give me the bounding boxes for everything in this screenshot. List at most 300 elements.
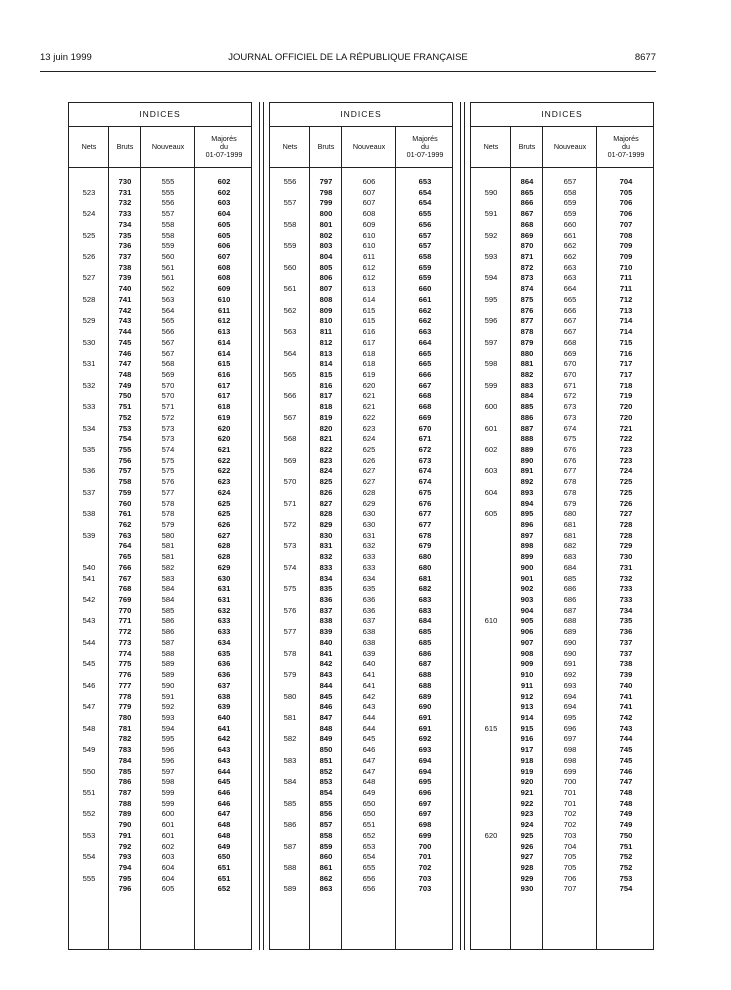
majores-cell: 731 <box>619 562 633 572</box>
bruts-cell: 895 <box>520 509 534 519</box>
header-nets: Nets <box>282 142 298 151</box>
nouveaux-cell: 571 <box>161 402 175 412</box>
majores-cell: 636 <box>217 670 231 680</box>
nets-cell: 533 <box>82 402 96 412</box>
bruts-cell: 767 <box>118 573 132 583</box>
bruts-cell: 903 <box>520 595 534 605</box>
bruts-cell: 821 <box>319 434 333 444</box>
nouveaux-cell: 598 <box>161 777 175 787</box>
majores-cell: 631 <box>217 584 231 594</box>
bruts-cell: 849 <box>319 734 333 744</box>
nouveaux-cell: 639 <box>362 648 376 658</box>
nets-cell: 548 <box>82 723 96 733</box>
bruts-cell: 813 <box>319 348 333 358</box>
bruts-cell: 886 <box>520 412 534 422</box>
majores-cell: 677 <box>418 509 432 519</box>
nets-cell: 525 <box>82 230 96 240</box>
table-row <box>471 670 653 681</box>
nets-cell: 573 <box>283 541 297 551</box>
bruts-cell: 824 <box>319 466 333 476</box>
nouveaux-cell: 564 <box>161 305 175 315</box>
header-nouveaux: Nouveaux <box>151 142 185 151</box>
nets-cell: 600 <box>484 402 498 412</box>
bruts-cell: 750 <box>118 391 132 401</box>
table-row <box>270 777 452 788</box>
nouveaux-cell: 602 <box>161 841 175 851</box>
bruts-cell: 742 <box>118 305 132 315</box>
bruts-cell: 860 <box>319 852 333 862</box>
majores-cell: 659 <box>418 262 432 272</box>
nets-cell: 530 <box>82 337 96 347</box>
bruts-cell: 850 <box>319 745 333 755</box>
bruts-cell: 848 <box>319 723 333 733</box>
bruts-cell: 739 <box>118 273 132 283</box>
majores-cell: 674 <box>418 466 432 476</box>
nouveaux-cell: 577 <box>161 487 175 497</box>
nets-cell: 585 <box>283 798 297 808</box>
nouveaux-cell: 558 <box>161 219 175 229</box>
majores-cell: 654 <box>418 198 432 208</box>
majores-cell: 750 <box>619 830 633 840</box>
majores-cell: 602 <box>217 187 231 197</box>
nouveaux-cell: 676 <box>563 444 577 454</box>
header-majores: Majorés du 01-07-1999 <box>607 134 645 159</box>
nouveaux-cell: 706 <box>563 873 577 883</box>
nets-cell: 550 <box>82 766 96 776</box>
bruts-cell: 898 <box>520 541 534 551</box>
majores-cell: 642 <box>217 734 231 744</box>
majores-cell: 614 <box>217 337 231 347</box>
table-row <box>270 852 452 863</box>
nouveaux-cell: 616 <box>362 327 376 337</box>
bruts-cell: 830 <box>319 530 333 540</box>
majores-cell: 688 <box>418 680 432 690</box>
table-row <box>270 563 452 574</box>
nouveaux-cell: 599 <box>161 798 175 808</box>
column-separator <box>460 102 461 950</box>
nets-cell: 557 <box>283 198 297 208</box>
nouveaux-cell: 575 <box>161 466 175 476</box>
majores-cell: 607 <box>217 252 231 262</box>
nouveaux-cell: 567 <box>161 348 175 358</box>
majores-cell: 671 <box>418 434 432 444</box>
majores-cell: 613 <box>217 327 231 337</box>
bruts-cell: 906 <box>520 627 534 637</box>
table-row <box>471 424 653 435</box>
table-row <box>69 520 251 531</box>
nouveaux-cell: 597 <box>161 766 175 776</box>
nets-cell: 604 <box>484 487 498 497</box>
nouveaux-cell: 622 <box>362 412 376 422</box>
majores-cell: 619 <box>217 412 231 422</box>
nouveaux-cell: 555 <box>161 187 175 197</box>
bruts-cell: 918 <box>520 755 534 765</box>
bruts-cell: 796 <box>118 884 132 894</box>
nouveaux-cell: 566 <box>161 327 175 337</box>
table-row <box>270 327 452 338</box>
nouveaux-cell: 649 <box>362 787 376 797</box>
table-row <box>270 638 452 649</box>
bruts-cell: 785 <box>118 766 132 776</box>
majores-cell: 670 <box>418 423 432 433</box>
table-row <box>270 241 452 252</box>
majores-cell: 618 <box>217 402 231 412</box>
nouveaux-cell: 636 <box>362 605 376 615</box>
table-row <box>471 820 653 831</box>
nets-cell: 563 <box>283 327 297 337</box>
nouveaux-cell: 559 <box>161 241 175 251</box>
majores-cell: 646 <box>217 798 231 808</box>
table-row <box>471 488 653 499</box>
bruts-cell: 912 <box>520 691 534 701</box>
nouveaux-cell: 604 <box>161 873 175 883</box>
majores-cell: 604 <box>217 209 231 219</box>
majores-cell: 704 <box>619 177 633 186</box>
nouveaux-cell: 628 <box>362 487 376 497</box>
majores-cell: 720 <box>619 412 633 422</box>
majores-cell: 651 <box>217 873 231 883</box>
table-row <box>270 445 452 456</box>
table-row <box>69 402 251 413</box>
bruts-cell: 735 <box>118 230 132 240</box>
bruts-cell: 843 <box>319 670 333 680</box>
table-row <box>270 863 452 874</box>
table-row <box>69 284 251 295</box>
nouveaux-cell: 656 <box>362 873 376 883</box>
nets-cell: 539 <box>82 530 96 540</box>
table-row <box>270 713 452 724</box>
table-row <box>471 799 653 810</box>
bruts-cell: 880 <box>520 348 534 358</box>
table-row <box>69 809 251 820</box>
table-row <box>471 627 653 638</box>
bruts-cell: 904 <box>520 605 534 615</box>
table-row <box>69 713 251 724</box>
table-row <box>471 381 653 392</box>
majores-cell: 746 <box>619 766 633 776</box>
bruts-cell: 872 <box>520 262 534 272</box>
table-row <box>69 306 251 317</box>
table-row <box>471 713 653 724</box>
nouveaux-cell: 643 <box>362 702 376 712</box>
majores-cell: 723 <box>619 455 633 465</box>
bruts-cell: 782 <box>118 734 132 744</box>
table-row <box>471 574 653 585</box>
majores-cell: 728 <box>619 520 633 529</box>
journal-title: JOURNAL OFFICIEL DE LA RÉPUBLIQUE FRANÇAISE <box>228 52 468 63</box>
majores-cell: 634 <box>217 637 231 647</box>
nets-cell: 590 <box>484 187 498 197</box>
table-row <box>471 338 653 349</box>
majores-cell: 711 <box>619 273 633 283</box>
bruts-cell: 863 <box>319 884 333 894</box>
nouveaux-cell: 594 <box>161 723 175 733</box>
table-row <box>69 434 251 445</box>
table-row <box>69 852 251 863</box>
bruts-cell: 853 <box>319 777 333 787</box>
bruts-cell: 873 <box>520 273 534 283</box>
table-row <box>69 381 251 392</box>
table-row <box>471 681 653 692</box>
bruts-cell: 786 <box>118 777 132 787</box>
nets-cell: 538 <box>82 509 96 519</box>
bruts-cell: 929 <box>520 873 534 883</box>
bruts-cell: 864 <box>520 177 534 186</box>
nouveaux-cell: 693 <box>563 680 577 690</box>
nets-cell: 552 <box>82 809 96 819</box>
majores-cell: 672 <box>418 444 432 454</box>
nouveaux-cell: 633 <box>362 552 376 562</box>
nouveaux-cell: 703 <box>563 830 577 840</box>
nouveaux-cell: 662 <box>563 241 577 251</box>
nets-cell: 610 <box>484 616 498 626</box>
column-headers <box>471 127 653 168</box>
bruts-cell: 741 <box>118 294 132 304</box>
bruts-cell: 743 <box>118 316 132 326</box>
nets-cell: 547 <box>82 702 96 712</box>
bruts-cell: 817 <box>319 391 333 401</box>
bruts-cell: 819 <box>319 412 333 422</box>
bruts-cell: 856 <box>319 809 333 819</box>
table-row <box>270 649 452 660</box>
table-row <box>270 670 452 681</box>
column-separator <box>464 102 465 950</box>
majores-cell: 679 <box>418 541 432 551</box>
bruts-cell: 859 <box>319 841 333 851</box>
nouveaux-cell: 562 <box>161 284 175 294</box>
majores-cell: 747 <box>619 777 633 787</box>
indices-table <box>269 102 453 950</box>
nouveaux-cell: 646 <box>362 745 376 755</box>
bruts-cell: 896 <box>520 520 534 529</box>
majores-cell: 620 <box>217 423 231 433</box>
nets-cell: 529 <box>82 316 96 326</box>
table-row <box>69 842 251 853</box>
nets-cell: 576 <box>283 605 297 615</box>
table-row <box>471 316 653 327</box>
bruts-cell: 862 <box>319 873 333 883</box>
nouveaux-cell: 704 <box>563 841 577 851</box>
nouveaux-cell: 651 <box>362 820 376 830</box>
table-row <box>270 520 452 531</box>
bruts-cell: 798 <box>319 187 333 197</box>
table-row <box>471 306 653 317</box>
majores-cell: 632 <box>217 605 231 615</box>
majores-cell: 754 <box>619 884 633 894</box>
nouveaux-cell: 587 <box>161 637 175 647</box>
majores-cell: 652 <box>217 884 231 894</box>
bruts-cell: 794 <box>118 863 132 872</box>
nouveaux-cell: 644 <box>362 723 376 733</box>
majores-cell: 603 <box>217 198 231 208</box>
bruts-cell: 882 <box>520 369 534 379</box>
nouveaux-cell: 645 <box>362 734 376 744</box>
table-row <box>69 563 251 574</box>
bruts-cell: 889 <box>520 444 534 454</box>
bruts-cell: 927 <box>520 852 534 862</box>
nouveaux-cell: 681 <box>563 520 577 529</box>
majores-cell: 622 <box>217 466 231 476</box>
bruts-cell: 769 <box>118 595 132 605</box>
nouveaux-cell: 609 <box>362 219 376 229</box>
majores-cell: 745 <box>619 755 633 765</box>
table-row <box>471 756 653 767</box>
bruts-cell: 781 <box>118 723 132 733</box>
nets-cell: 524 <box>82 209 96 219</box>
table-row <box>471 874 653 885</box>
nouveaux-cell: 621 <box>362 391 376 401</box>
nets-cell: 541 <box>82 573 96 583</box>
table-row <box>270 616 452 627</box>
nouveaux-cell: 611 <box>362 252 376 262</box>
majores-cell: 703 <box>418 873 432 883</box>
majores-cell: 748 <box>619 798 633 808</box>
majores-cell: 697 <box>418 809 432 819</box>
nets-cell: 543 <box>82 616 96 626</box>
nouveaux-cell: 691 <box>563 659 577 669</box>
table-row <box>69 595 251 606</box>
table-row <box>69 370 251 381</box>
bruts-cell: 788 <box>118 798 132 808</box>
nouveaux-cell: 580 <box>161 530 175 540</box>
table-row <box>69 413 251 424</box>
table-row <box>69 788 251 799</box>
table-row <box>270 381 452 392</box>
table-row <box>270 884 452 895</box>
bruts-cell: 751 <box>118 402 132 412</box>
nouveaux-cell: 635 <box>362 584 376 594</box>
bruts-cell: 799 <box>319 198 333 208</box>
majores-cell: 621 <box>217 444 231 454</box>
table-row <box>471 520 653 531</box>
majores-cell: 702 <box>418 863 432 872</box>
table-row <box>270 702 452 713</box>
nouveaux-cell: 574 <box>161 444 175 454</box>
table-row <box>69 767 251 778</box>
bruts-cell: 797 <box>319 177 333 186</box>
majores-cell: 666 <box>418 369 432 379</box>
majores-cell: 663 <box>418 327 432 337</box>
table-row <box>69 692 251 703</box>
header-nouveaux: Nouveaux <box>352 142 386 151</box>
bruts-cell: 777 <box>118 680 132 690</box>
nouveaux-cell: 670 <box>563 359 577 369</box>
bruts-cell: 920 <box>520 777 534 787</box>
nouveaux-cell: 584 <box>161 595 175 605</box>
majores-cell: 728 <box>619 530 633 540</box>
bruts-cell: 890 <box>520 455 534 465</box>
table-row <box>471 659 653 670</box>
bruts-cell: 867 <box>520 209 534 219</box>
nouveaux-cell: 634 <box>362 573 376 583</box>
table-row <box>471 445 653 456</box>
table-row <box>69 231 251 242</box>
bruts-cell: 905 <box>520 616 534 626</box>
bruts-cell: 736 <box>118 241 132 251</box>
nouveaux-cell: 674 <box>563 423 577 433</box>
bruts-cell: 844 <box>319 680 333 690</box>
majores-cell: 646 <box>217 787 231 797</box>
bruts-cell: 737 <box>118 252 132 262</box>
table-row <box>69 734 251 745</box>
table-row <box>471 595 653 606</box>
majores-cell: 715 <box>619 337 633 347</box>
majores-cell: 637 <box>217 680 231 690</box>
nouveaux-cell: 667 <box>563 316 577 326</box>
bruts-cell: 768 <box>118 584 132 594</box>
majores-cell: 677 <box>418 520 432 529</box>
bruts-cell: 902 <box>520 584 534 594</box>
nouveaux-cell: 666 <box>563 305 577 315</box>
nouveaux-cell: 615 <box>362 316 376 326</box>
majores-cell: 649 <box>217 841 231 851</box>
bruts-cell: 744 <box>118 327 132 337</box>
table-row <box>270 252 452 263</box>
nets-cell: 544 <box>82 637 96 647</box>
majores-cell: 636 <box>217 659 231 669</box>
bruts-cell: 866 <box>520 198 534 208</box>
table-row <box>270 552 452 563</box>
majores-cell: 735 <box>619 616 633 626</box>
majores-cell: 687 <box>418 659 432 669</box>
nouveaux-cell: 688 <box>563 616 577 626</box>
bruts-cell: 899 <box>520 552 534 562</box>
header-majores: Majorés du 01-07-1999 <box>205 134 243 159</box>
nets-cell: 532 <box>82 380 96 390</box>
nouveaux-cell: 556 <box>161 198 175 208</box>
nouveaux-cell: 582 <box>161 562 175 572</box>
bruts-cell: 754 <box>118 434 132 444</box>
nets-cell: 587 <box>283 841 297 851</box>
nouveaux-cell: 612 <box>362 273 376 283</box>
majores-cell: 645 <box>217 777 231 787</box>
majores-cell: 650 <box>217 852 231 862</box>
nets-cell: 566 <box>283 391 297 401</box>
majores-cell: 713 <box>619 305 633 315</box>
majores-cell: 626 <box>217 520 231 529</box>
nouveaux-cell: 695 <box>563 712 577 722</box>
nouveaux-cell: 668 <box>563 337 577 347</box>
table-row <box>471 349 653 360</box>
table-row <box>69 424 251 435</box>
table-row <box>471 584 653 595</box>
majores-cell: 673 <box>418 455 432 465</box>
table-title: INDICES <box>471 103 653 127</box>
table-row <box>69 874 251 885</box>
nets-cell: 534 <box>82 423 96 433</box>
column-separator <box>259 102 260 950</box>
table-row <box>69 295 251 306</box>
table-row <box>471 188 653 199</box>
bruts-cell: 802 <box>319 230 333 240</box>
majores-cell: 653 <box>418 177 432 186</box>
majores-cell: 721 <box>619 423 633 433</box>
table-row <box>69 252 251 263</box>
majores-cell: 725 <box>619 477 633 487</box>
nouveaux-cell: 699 <box>563 766 577 776</box>
majores-cell: 706 <box>619 198 633 208</box>
header-nets: Nets <box>483 142 499 151</box>
nouveaux-cell: 570 <box>161 380 175 390</box>
bruts-cell: 915 <box>520 723 534 733</box>
table-row <box>471 863 653 874</box>
table-row <box>69 316 251 327</box>
table-row <box>270 198 452 209</box>
majores-cell: 638 <box>217 691 231 701</box>
nets-cell: 593 <box>484 252 498 262</box>
nets-cell: 578 <box>283 648 297 658</box>
table-row <box>69 627 251 638</box>
